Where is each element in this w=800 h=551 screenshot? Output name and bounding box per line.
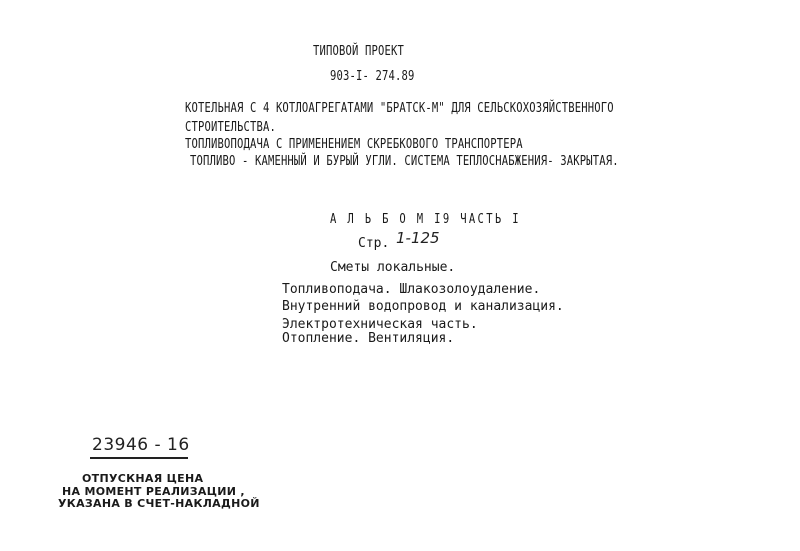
description-line-2: СТРОИТЕЛЬСТВА. <box>185 119 276 135</box>
description-line-1: КОТЕЛЬНАЯ С 4 КОТЛОАГРЕГАТАМИ "БРАТСК-М" ДЛЯ СЕЛЬСКОХОЗЯЙСТВЕННОГО <box>185 100 614 116</box>
price-stamp-line-1: ОТПУСКНАЯ ЦЕНА <box>82 472 204 485</box>
inventory-number: 23946 - 16 <box>92 435 190 455</box>
project-number: 903-I- 274.89 <box>330 68 415 84</box>
pages-label: Стр. <box>358 236 390 251</box>
pages-value-handwritten: 1-125 <box>396 229 440 247</box>
project-type: ТИПОВОЙ ПРОЕКТ <box>313 43 404 59</box>
contents-heading: Сметы локальные. <box>330 260 456 275</box>
price-stamp-line-3: УКАЗАНА В СЧЕТ-НАКЛАДНОЙ <box>58 497 260 510</box>
album-title: А Л Ь Б О М I9 ЧАСТЬ I <box>330 211 521 227</box>
contents-item-2: Внутренний водопровод и канализация. <box>282 299 564 314</box>
description-line-3: ТОПЛИВОПОДАЧА С ПРИМЕНЕНИЕМ СКРЕБКОВОГО ТРАНСПОРТЕРА <box>185 136 523 152</box>
contents-item-1: Топливоподача. Шлакозолоудаление. <box>282 282 541 297</box>
contents-item-4: Отопление. Вентиляция. <box>282 331 455 346</box>
inventory-underline <box>90 457 188 459</box>
price-stamp-line-2: НА МОМЕНТ РЕАЛИЗАЦИИ , <box>62 485 245 498</box>
contents-item-3: Электротехническая часть. <box>282 317 478 332</box>
description-line-4: ТОПЛИВО - КАМЕННЫЙ И БУРЫЙ УГЛИ. СИСТЕМА ТЕПЛОСНАБЖЕНИЯ- ЗАКРЫТАЯ. <box>190 153 619 169</box>
